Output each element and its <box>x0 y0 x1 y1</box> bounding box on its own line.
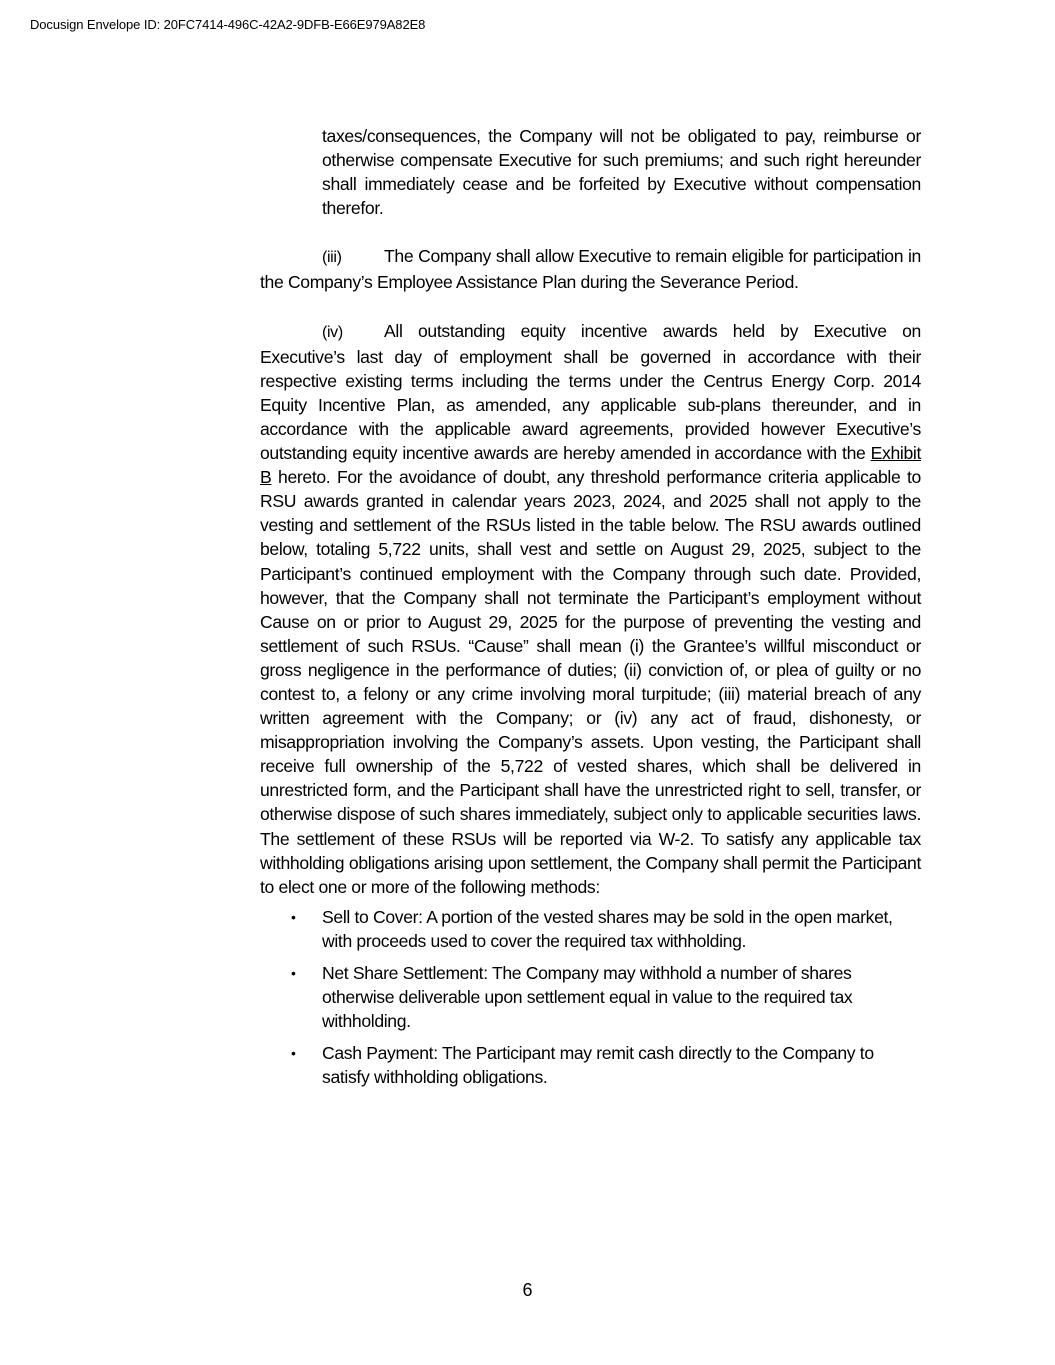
section-iv-text-before-link: All outstanding equity incentive awards held by Executive on Executive’s last day of employment shall be governed in accordance with their respective existing terms including the terms under the Centrus Energy Corp. 2014 Equity Incentive Plan, as amended, any applicable sub-plans thereunder, and in accordance with the applicable award agreements, provided however Executive’s outstanding equity incentive awards are hereby amended in accordance with the <box>260 320 921 464</box>
list-item <box>260 1041 921 1089</box>
page-number: 6 <box>522 1280 533 1300</box>
section-iv-text-after-link: hereto. For the avoidance of doubt, any threshold performance criteria applicable to RSU awards granted in calendar years 2023, 2024, and 2025 shall not apply to the vesting and settlement of the RSUs listed in the table below. The RSU awards outlined below, totaling 5,722 units, shall vest and settle on August 29, 2025, subject to the Participant’s continued employment with the Company through such date. Provided, however, that the Company shall not terminate the Participant’s employment without Cause on or prior to August 29, 2025 for the purpose of preventing the vesting and settlement of such RSUs. “Cause” shall mean (i) the Grantee’s willful misconduct or gross negligence in the performance of duties; (ii) conviction of, or plea of guilty or no contest to, a felony or any crime involving moral turpitude; (iii) material breach of any written agreement with the Company; or (iv) any act of fraud, dishonesty, or misappropriation involving the Company’s assets. Upon vesting, the Participant shall receive full ownership of the 5,722 of vested shares, which shall be delivered in unrestricted form, and the Participant shall have the unrestricted right to sell, transfer, or otherwise dispose of such shares immediately, subject only to applicable securities laws. The settlement of these RSUs will be reported via W-2. To satisfy any applicable tax withholding obligations arising upon settlement, the Company shall permit the Participant to elect one or more of the following methods: <box>260 467 921 897</box>
envelope-id: Docusign Envelope ID: 20FC7414-496C-42A2-9DFB-E66E979A82E8 <box>30 17 426 32</box>
bullet-icon: • <box>291 965 296 981</box>
list-item-text: Sell to Cover: A portion of the vested shares may be sold in the open market, with proceeds used to cover the required tax withholding. <box>322 906 893 951</box>
list-item-text: Net Share Settlement: The Company may withhold a number of shares otherwise deliverable upon settlement equal in value to the required tax withholding. <box>322 963 853 1032</box>
continued-paragraph: taxes/consequences, the Company will not be obligated to pay, reimburse or otherwise compensate Executive for such premiums; and such right hereunder shall immediately cease and be forfeited by Executive without compensation therefor. <box>322 126 921 219</box>
section-iii <box>260 244 921 294</box>
bullet-icon: • <box>291 1045 296 1062</box>
list-item-text: Cash Payment: The Participant may remit cash directly to the Company to satisfy withholding obligations. <box>322 1043 874 1088</box>
section-iii-text: The Company shall allow Executive to remain eligible for participation in the Company’s Employee Assistance Plan during the Severance Period. <box>260 246 921 293</box>
document-body <box>260 124 921 1097</box>
section-iv-number: (iv) <box>322 323 343 341</box>
list-item <box>260 961 921 1033</box>
list-item <box>260 905 921 953</box>
bullet-icon: • <box>291 908 296 925</box>
section-iv <box>260 319 921 899</box>
section-iii-number: (iii) <box>322 249 342 267</box>
withholding-methods-list <box>260 905 921 1090</box>
exhibit-b-link[interactable]: Exhibit B <box>260 443 921 488</box>
